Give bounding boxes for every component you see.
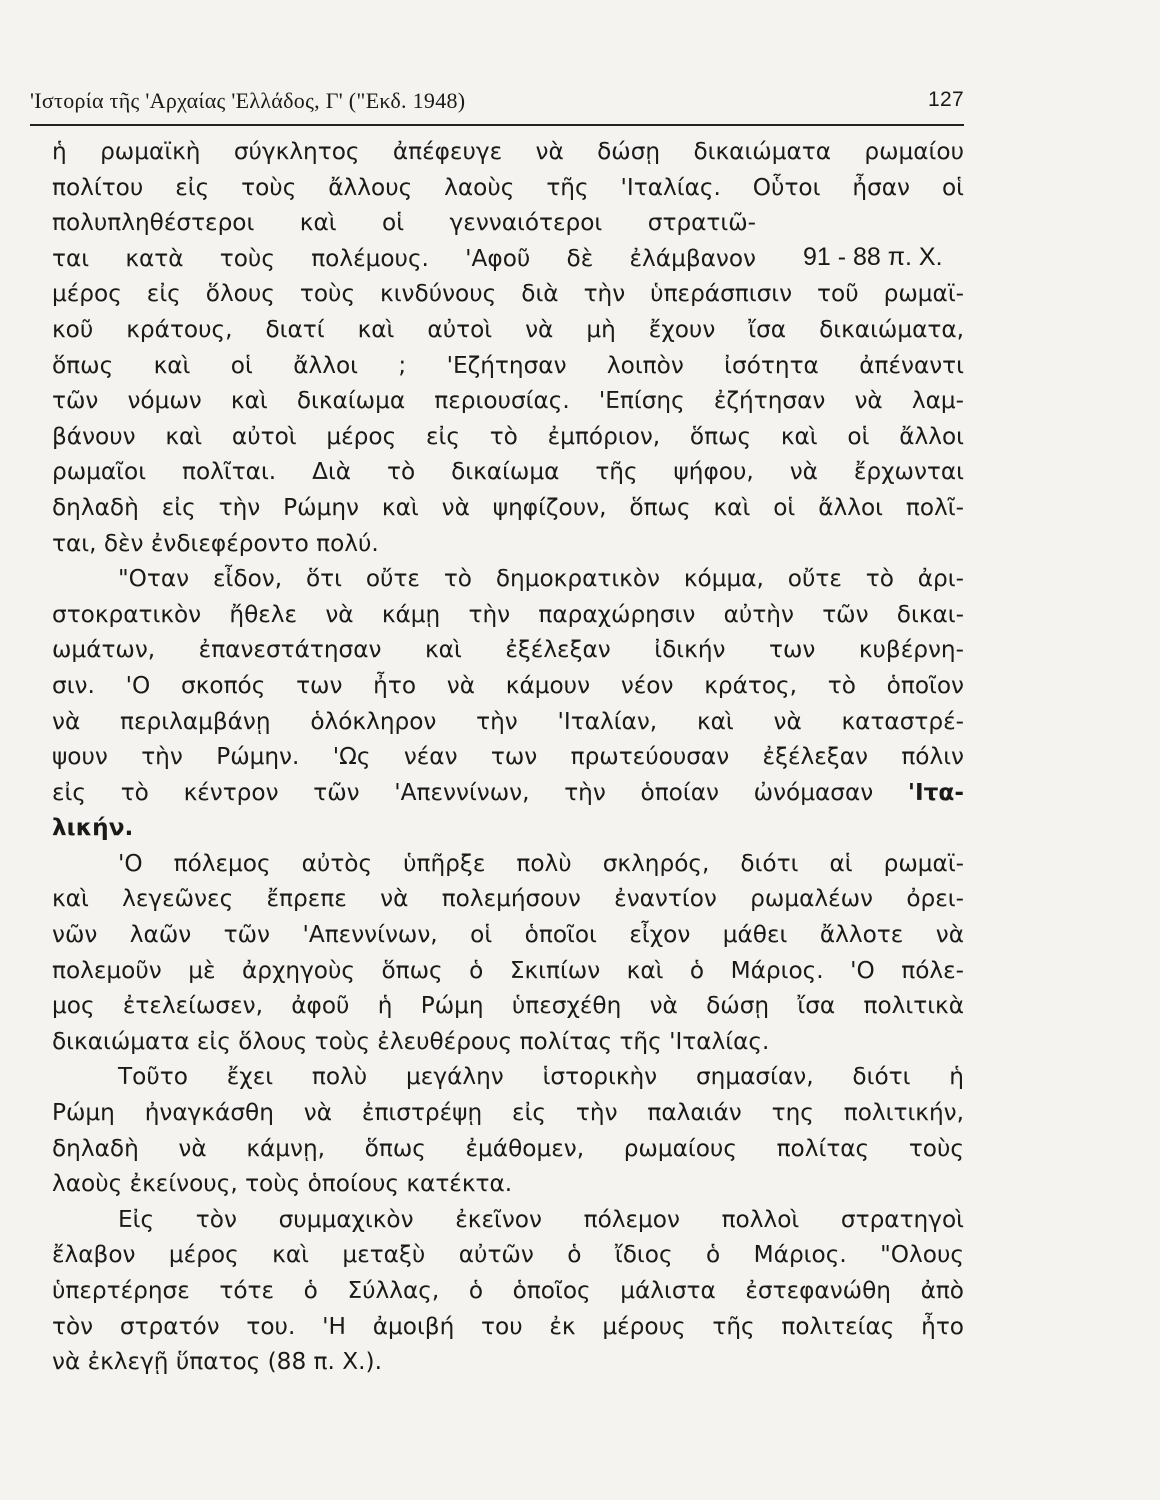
text-line: κοῦ κράτους, διατί καὶ αὐτοὶ νὰ μὴ ἔχουν ἴσα δικαιώματα, bbox=[52, 315, 964, 343]
header-rule bbox=[30, 124, 964, 126]
text-line: μος ἐτελείωσεν, ἀφοῦ ἡ Ρώμη ὑπεσχέθη νὰ δώσῃ ἴσα πολιτικὰ bbox=[52, 992, 964, 1020]
margin-note-date: 91 - 88 π. Χ. bbox=[803, 243, 943, 271]
text-line: Εἰς τὸν συμμαχικὸν ἐκεῖνον πόλεμον πολλοὶ στρατηγοὶ bbox=[118, 1205, 964, 1233]
text-line: σιν. 'Ο σκοπός των ἦτο νὰ κάμουν νέον κράτος, τὸ ὁποῖον bbox=[52, 671, 964, 699]
text-line: ται κατὰ τοὺς πολέμους. 'Αφοῦ δὲ ἐλάμβανον bbox=[52, 244, 756, 272]
text-line-part: εἰς τὸ κέντρον τῶν 'Απεννίνων, τὴν ὁποίαν ὠνόμασαν bbox=[52, 778, 874, 806]
text-line: Τοῦτο ἔχει πολὺ μεγάλην ἱστορικὴν σημασίαν, διότι ἡ bbox=[118, 1063, 964, 1091]
running-head-title: 'Ιστορία τῆς 'Αρχαίας 'Ελλάδος, Γ' ("Εκδ. 1948) bbox=[30, 88, 466, 113]
text-line: ὅπως καὶ οἱ ἄλλοι ; 'Εζήτησαν λοιπὸν ἰσότητα ἀπέναντι bbox=[52, 351, 964, 379]
text-line: ὑπερτέρησε τότε ὁ Σύλλας, ὁ ὁποῖος μάλιστα ἐστεφανώθη ἀπὸ bbox=[52, 1277, 964, 1304]
text-line: πολίτου εἰς τοὺς ἄλλους λαοὺς τῆς 'Ιταλίας. Οὗτοι ἦσαν οἱ bbox=[52, 173, 964, 201]
text-line: δηλαδὴ νὰ κάμνῃ, ὅπως ἐμάθομεν, ρωμαίους πολίτας τοὺς bbox=[52, 1134, 964, 1162]
body-text bbox=[52, 134, 964, 1380]
text-line: Ρώμη ἠναγκάσθη νὰ ἐπιστρέψῃ εἰς τὴν παλαιάν της πολιτικήν, bbox=[52, 1099, 964, 1127]
text-line: 'Ο πόλεμος αὐτὸς ὑπῆρξε πολὺ σκληρός, διότι αἱ ρωμαϊ- bbox=[118, 849, 964, 877]
text-line: τῶν νόμων καὶ δικαίωμα περιουσίας. 'Επίσης ἐζήτησαν νὰ λαμ- bbox=[52, 387, 964, 415]
text-line: δικαιώματα εἰς ὅλους τοὺς ἐλευθέρους πολίτας τῆς 'Ιταλίας. bbox=[52, 1027, 770, 1055]
text-line: ται, δὲν ἐνδιεφέροντο πολύ. bbox=[52, 529, 379, 557]
bold-word-italike: 'Ιτα- bbox=[907, 778, 964, 806]
text-line: ωμάτων, ἐπανεστάτησαν καὶ ἐξέλεξαν ἰδικήν των κυβέρνη- bbox=[52, 636, 964, 664]
text-line: τὸν στρατόν του. 'Η ἀμοιβή του ἐκ μέρους τῆς πολιτείας ἦτο bbox=[52, 1312, 964, 1340]
text-line: "Οταν εἶδον, ὅτι οὔτε τὸ δημοκρατικὸν κόμμα, οὔτε τὸ ἀρι- bbox=[118, 565, 964, 593]
text-line: ρωμαῖοι πολῖται. Διὰ τὸ δικαίωμα τῆς ψήφου, νὰ ἔρχωνται bbox=[52, 458, 964, 486]
text-line: δηλαδὴ εἰς τὴν Ρώμην καὶ νὰ ψηφίζουν, ὅπως καὶ οἱ ἄλλοι πολῖ- bbox=[52, 493, 964, 521]
text-line bbox=[52, 775, 964, 811]
text-line: καὶ λεγεῶνες ἔπρεπε νὰ πολεμήσουν ἐναντίον ρωμαλέων ὀρει- bbox=[52, 885, 964, 913]
running-head bbox=[30, 88, 964, 118]
text-line: νῶν λαῶν τῶν 'Απεννίνων, οἱ ὁποῖοι εἶχον μάθει ἄλλοτε νὰ bbox=[52, 921, 964, 949]
text-line: λαοὺς ἐκείνους, τοὺς ὁποίους κατέκτα. bbox=[52, 1170, 513, 1198]
text-line: νὰ ἐκλεγῇ ὕπατος (88 π. Χ.). bbox=[52, 1348, 382, 1376]
text-line: λικήν. bbox=[52, 814, 134, 842]
text-line: βάνουν καὶ αὐτοὶ μέρος εἰς τὸ ἐμπόριον, ὅπως καὶ οἱ ἄλλοι bbox=[52, 422, 964, 450]
text-line: μέρος εἰς ὅλους τοὺς κινδύνους διὰ τὴν ὑπεράσπισιν τοῦ ρωμαϊ- bbox=[52, 280, 964, 308]
text-line: πολυπληθέστεροι καὶ οἱ γενναιότεροι στρατιῶ- bbox=[52, 209, 756, 237]
text-line: νὰ περιλαμβάνῃ ὁλόκληρον τὴν 'Ιταλίαν, καὶ νὰ καταστρέ- bbox=[52, 707, 964, 735]
text-line: ἡ ρωμαϊκὴ σύγκλητος ἀπέφευγε νὰ δώσῃ δικαιώματα ρωμαίου bbox=[52, 138, 964, 165]
text-line: ψουν τὴν Ρώμην. 'Ως νέαν των πρωτεύουσαν ἐξέλεξαν πόλιν bbox=[52, 743, 964, 771]
text-line: στοκρατικὸν ἤθελε νὰ κάμῃ τὴν παραχώρησιν αὐτὴν τῶν δικαι- bbox=[52, 600, 964, 628]
page-number: 127 bbox=[928, 88, 964, 111]
text-line: πολεμοῦν μὲ ἀρχηγοὺς ὅπως ὁ Σκιπίων καὶ ὁ Μάριος. 'Ο πόλε- bbox=[52, 956, 964, 984]
text-line: ἔλαβον μέρος καὶ μεταξὺ αὐτῶν ὁ ἴδιος ὁ Μάριος. "Ολους bbox=[52, 1241, 964, 1269]
